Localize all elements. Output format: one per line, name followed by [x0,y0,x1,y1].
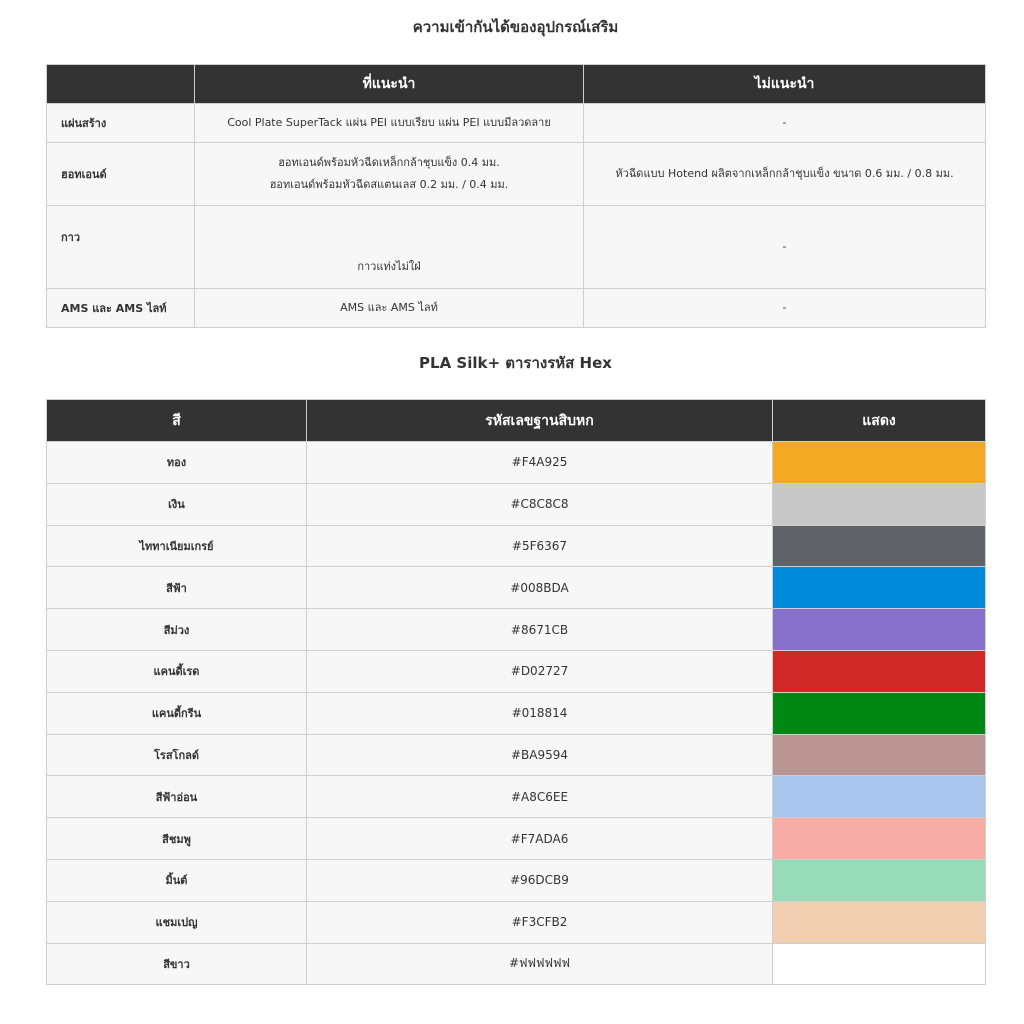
hex-table-body [47,442,986,985]
color-name-cell: สีฟ้า [47,567,307,609]
recommended-cell: AMS และ AMS ไลท์ [195,289,584,328]
color-swatch [773,901,986,943]
color-name-cell: สีม่วง [47,609,307,651]
hex-code-cell: #D02727 [307,650,773,692]
color-name-cell: เงิน [47,483,307,525]
hex-header-color: สี [47,400,307,442]
compatibility-header-recommended: ที่แนะนำ [195,65,584,104]
color-swatch [773,442,986,484]
hex-code-cell: #A8C6EE [307,776,773,818]
not-recommended-cell: - [584,104,986,143]
compatibility-row-ams [47,289,986,328]
hex-code-cell: #C8C8C8 [307,483,773,525]
table-row [47,734,986,776]
color-swatch [773,650,986,692]
color-swatch [773,776,986,818]
compatibility-header-row [47,65,986,104]
color-swatch [773,859,986,901]
compatibility-header-empty [47,65,195,104]
table-row [47,859,986,901]
row-label: แผ่นสร้าง [47,104,195,143]
hex-code-table [46,399,986,985]
table-row [47,943,986,985]
table-row [47,483,986,525]
color-name-cell: โรสโกลด์ [47,734,307,776]
color-swatch [773,609,986,651]
color-name-cell: ไททาเนียมเกรย์ [47,525,307,567]
compatibility-table [46,64,986,328]
color-name-cell: แคนดี้เรด [47,650,307,692]
table-row [47,525,986,567]
hex-table-title: PLA Silk+ ตารางรหัส Hex [419,354,612,372]
hex-code-cell: #018814 [307,692,773,734]
color-swatch [773,818,986,860]
row-label: AMS และ AMS ไลท์ [47,289,195,328]
hex-code-cell: #F3CFB2 [307,901,773,943]
recommended-line: ฮอทเอนด์พร้อมหัวฉีดสแตนเลส 0.2 มม. / 0.4 มม. [269,178,509,191]
table-row [47,692,986,734]
compatibility-title: ความเข้ากันได้ของอุปกรณ์เสริม [412,18,619,36]
color-name-cell: แคนดี้กรีน [47,692,307,734]
row-label: กาว [47,206,195,289]
not-recommended-cell: - [584,206,986,289]
hex-header-row [47,400,986,442]
color-swatch [773,567,986,609]
hex-header-display: แสดง [773,400,986,442]
table-row [47,776,986,818]
not-recommended-cell: หัวฉีดแบบ Hotend ผลิตจากเหล็กกล้าชุบแข็ง ขนาด 0.6 มม. / 0.8 มม. [584,143,986,206]
table-row [47,818,986,860]
compatibility-row-glue [47,206,986,289]
recommended-cell: Cool Plate SuperTack แผ่น PEI แบบเรียบ แผ่น PEI แบบมีลวดลาย [195,104,584,143]
not-recommended-cell: - [584,289,986,328]
table-row [47,442,986,484]
color-swatch [773,692,986,734]
hex-code-cell: #F7ADA6 [307,818,773,860]
hex-code-cell: #8671CB [307,609,773,651]
hex-code-cell: #5F6367 [307,525,773,567]
hex-header-code: รหัสเลขฐานสิบหก [307,400,773,442]
table-row [47,609,986,651]
recommended-line: ฮอทเอนด์พร้อมหัวฉีดเหล็กกล้าชุบแข็ง 0.4 มม. [278,156,500,169]
color-swatch [773,734,986,776]
table-row [47,650,986,692]
compatibility-row-hotend [47,143,986,206]
color-name-cell: สีขาว [47,943,307,985]
hex-code-cell: #F4A925 [307,442,773,484]
color-swatch [773,525,986,567]
compatibility-header-not-recommended: ไม่แนะนำ [584,65,986,104]
recommended-cell: กาวแท่งไม่ใฝ่ [195,206,584,289]
table-row [47,901,986,943]
hex-code-cell: #008BDA [307,567,773,609]
hex-code-cell: #96DCB9 [307,859,773,901]
color-swatch [773,483,986,525]
recommended-cell [195,143,584,206]
color-name-cell: สีชมพู [47,818,307,860]
color-name-cell: ทอง [47,442,307,484]
row-label: ฮอทเอนด์ [47,143,195,206]
hex-code-cell: #BA9594 [307,734,773,776]
color-name-cell: แชมเปญ [47,901,307,943]
color-name-cell: มิ้นต์ [47,859,307,901]
table-row [47,567,986,609]
color-swatch [773,943,986,985]
compatibility-row-build-plate [47,104,986,143]
color-name-cell: สีฟ้าอ่อน [47,776,307,818]
hex-code-cell: #ฟฟฟฟฟฟ [307,943,773,985]
